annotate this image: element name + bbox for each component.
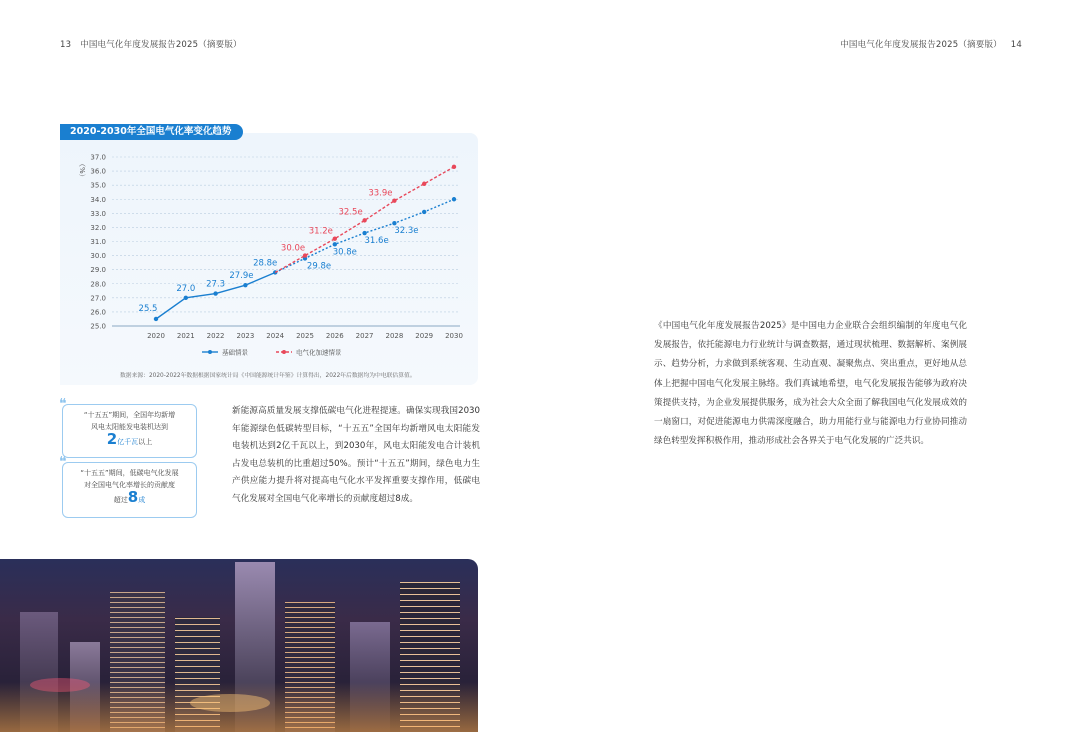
- data-point-historical: [154, 317, 158, 321]
- header-right: [840, 38, 1022, 50]
- data-label: 27.9e: [229, 271, 254, 282]
- data-point-baseline: [452, 197, 456, 201]
- data-label: 30.8e: [332, 247, 357, 258]
- report-title-right: 中国电气化年度发展报告2025（摘要版）: [840, 40, 1002, 50]
- x-tick-label: 2021: [176, 332, 195, 340]
- data-point-historical: [243, 283, 247, 287]
- source-note: 数据来源：2020-2022年数据根据国家统计局《中国能源统计年鉴》计算得出，2022年后数据均为中电联估算值。: [120, 373, 416, 379]
- y-tick-label: 27.0: [90, 294, 106, 303]
- data-label: 31.6e: [364, 236, 389, 247]
- y-tick-label: 35.0: [90, 181, 106, 190]
- y-tick-label: 30.0: [90, 252, 106, 261]
- data-label: 27.0: [176, 283, 196, 294]
- x-tick-label: 2028: [385, 332, 404, 340]
- y-tick-label: 26.0: [90, 308, 106, 317]
- data-label: 25.5: [138, 303, 158, 314]
- callout-prefix: 超过: [113, 496, 128, 504]
- callout-big-number: 2: [106, 430, 118, 448]
- data-point-baseline: [422, 210, 426, 214]
- street-light-glow: [30, 678, 90, 692]
- data-point-baseline: [333, 242, 337, 246]
- y-tick-label: 31.0: [90, 238, 106, 246]
- data-label: 27.3: [206, 279, 226, 290]
- callout-line: “十五五”期间，低碳电气化发展: [80, 469, 179, 477]
- street-light-glow: [190, 694, 270, 712]
- electrification-rate-chart: [60, 140, 478, 370]
- callout-big-number: 8: [127, 488, 139, 506]
- data-point-baseline: [362, 231, 366, 235]
- data-label: 31.2e: [308, 226, 333, 237]
- data-point-historical: [213, 291, 217, 295]
- callout-installed-capacity: [59, 396, 197, 458]
- y-tick-label: 33.0: [90, 209, 106, 218]
- x-tick-label: 2029: [415, 332, 434, 340]
- callout-line: “十五五”期间，全国年均新增: [83, 411, 176, 419]
- x-tick-label: 2026: [325, 332, 344, 340]
- chart-title: 2020-2030年全国电气化率变化趋势: [60, 124, 243, 140]
- header-left: [60, 38, 242, 50]
- y-tick-label: 36.0: [90, 167, 106, 176]
- body-paragraph-right: 《中国电气化年度发展报告2025》是中国电力企业联合会组织编制的年度电气化发展报告，依托能源电力行业统计与调查数据，通过现状梳理、数据解析、案例展示、趋势分析，力求做到系统客观、生动直观、凝聚焦点、突出重点，更好地从总体上把握中国电气化发展主脉络。我们真诚地希望，电气化发展报告能够为政府决策提供支持，为企业发展提供服务，成为社会大众全面了解我国电气化发展成效的一扇窗口，对促进能源电力供需深度融合，助力用能行业与能源电力行业协同推动绿色转型发挥积极作用，推动形成社会各界关于电气化发展的广泛共识。: [654, 321, 967, 447]
- callout-line: 风电太阳能发电装机达到: [91, 423, 168, 431]
- callout-figure: [63, 488, 196, 506]
- x-tick-label: 2022: [206, 332, 225, 340]
- y-tick-label: 28.0: [90, 280, 106, 289]
- legend-swatch-dot: [208, 350, 212, 354]
- legend-label: 电气化加速情景: [296, 348, 342, 357]
- city-night-photo: [0, 559, 478, 732]
- data-label: 28.8e: [253, 258, 278, 269]
- quote-mark-icon: ❝: [59, 454, 67, 470]
- callout-unit: 亿千瓦: [117, 438, 139, 446]
- y-tick-label: 32.0: [90, 223, 106, 232]
- callout-unit: 成: [138, 496, 146, 504]
- legend-label: 基础情景: [222, 348, 248, 357]
- y-tick-label: 34.0: [90, 195, 106, 204]
- y-tick-label: 29.0: [90, 266, 106, 275]
- data-label: 32.3e: [394, 226, 419, 237]
- legend-swatch-dot: [282, 350, 286, 354]
- page-number-right: 14: [1010, 40, 1022, 50]
- y-tick-label: 37.0: [90, 153, 106, 162]
- data-point-accelerated: [303, 253, 307, 257]
- data-label: 29.8e: [306, 261, 332, 272]
- data-label: 30.0e: [280, 243, 306, 254]
- callout-line: 对全国电气化率增长的贡献度: [84, 481, 175, 489]
- x-tick-label: 2023: [236, 332, 255, 340]
- data-point-baseline: [392, 221, 396, 225]
- data-point-accelerated: [422, 182, 426, 186]
- data-label: 33.9e: [368, 188, 393, 199]
- y-tick-label: 25.0: [90, 322, 106, 331]
- data-point-accelerated: [362, 218, 366, 222]
- callout-figure: [63, 430, 196, 448]
- x-tick-label: 2020: [147, 332, 165, 340]
- x-tick-label: 2030: [445, 332, 463, 340]
- x-tick-label: 2027: [355, 332, 374, 340]
- data-point-historical: [184, 296, 188, 300]
- data-point-accelerated: [333, 236, 337, 240]
- callout-suffix: 以上: [138, 438, 153, 446]
- callout-contribution: [59, 454, 197, 518]
- data-point-accelerated: [392, 198, 396, 202]
- body-paragraph-left: 新能源高质量发展支撑低碳电气化进程提速。确保实现我国2030年能源绿色低碳转型目标，“十五五”全国年均新增风电太阳能发电装机达到2亿千瓦以上，到2030年，风电太阳能发电合计装机占发电总装机的比重超过50%。预计“十五五”期间，绿色电力生产供应能力提升将对提高电气化水平发挥重要支撑作用，低碳电气化发展对全国电气化率增长的贡献度超过8成。: [232, 406, 480, 504]
- page-number-left: 13: [60, 40, 72, 50]
- x-tick-label: 2024: [266, 332, 285, 340]
- quote-mark-icon: ❝: [59, 396, 67, 412]
- x-tick-label: 2025: [296, 332, 314, 340]
- y-axis-label: （%）: [78, 160, 86, 181]
- data-label: 32.5e: [338, 207, 363, 218]
- data-point-accelerated: [452, 165, 456, 169]
- report-title-left: 中国电气化年度发展报告2025（摘要版）: [80, 40, 242, 50]
